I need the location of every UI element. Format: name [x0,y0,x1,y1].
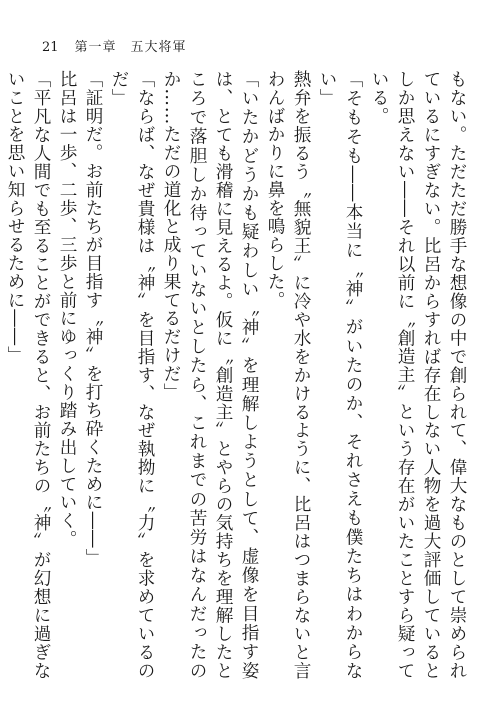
paragraph: 「証明だ。お前たちが目指す〝神〟を打ち砕くために――」 [83,70,103,567]
paragraph: 「ならば、なぜ貴様は〝神〟を目指す、なぜ執拗に〝力〟を求めているのだ」 [109,70,155,680]
paragraph: 「いたかどうかも疑わしい〝神〟を理解しようとして、虚像を目指す姿は、とても滑稽に見えるよ。仮に〝創造主〟とやらの気持ちを理解したところで落胆しか待っていないとしたら、これまでの苦労はなんだったのか……ただの道化と成り果てるだけだ」 [161,70,259,680]
paragraph: 「そもそも――本当に〝神〟がいたのか、それさえも僕たちはわからない」 [317,70,363,680]
running-head [42,38,187,58]
vertical-body-text [5,70,470,680]
paragraph: もない。ただただ勝手な想像の中で創られて、偉大なものとして崇められているにすぎない。比呂からすれば存在しない人物を過大評価しているとしか思えない――それ以前に〝創造主〟という存在がいたことすら疑っている。 [369,70,467,680]
paragraph: 比呂は一歩、二歩、三歩と前にゆっくり踏み出していく。 [57,70,77,549]
paragraph: 熱弁を振るう〝無貌王〟に冷や水をかけるように、比呂はつまらないと言わんばかりに鼻を鳴らした。 [265,70,311,680]
paragraph [0,70,2,680]
page-number: 21 [42,40,59,55]
paragraph: 「平凡な人間でも至ることができると、お前たちの〝神〟が幻想に過ぎないことを思い知らせるために――」 [5,70,51,680]
chapter-title: 第一章 五大将軍 [74,40,187,55]
